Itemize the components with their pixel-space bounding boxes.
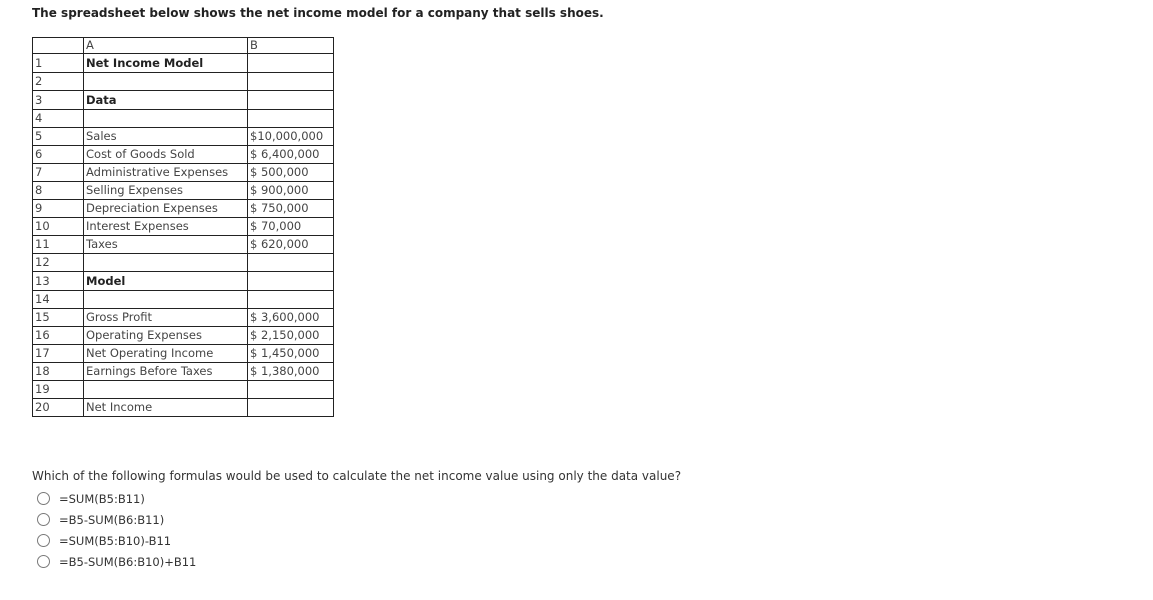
label-cell	[84, 254, 248, 272]
answer-option-label: =B5-SUM(B6:B11)	[59, 512, 165, 527]
column-header-row	[33, 38, 334, 54]
table-row	[33, 91, 334, 110]
table-row	[33, 54, 334, 73]
label-cell: Operating Expenses	[84, 327, 248, 345]
table-row	[33, 309, 334, 327]
value-cell: $ 750,000	[248, 200, 334, 218]
answer-option[interactable]	[37, 488, 196, 509]
row-number-cell: 5	[33, 128, 84, 146]
row-number-cell: 10	[33, 218, 84, 236]
corner-cell	[33, 38, 84, 54]
table-row	[33, 128, 334, 146]
value-cell: $ 620,000	[248, 236, 334, 254]
question-text: Which of the following formulas would be used to calculate the net income value using only the data value?	[32, 469, 682, 483]
table-row	[33, 110, 334, 128]
row-number-cell: 16	[33, 327, 84, 345]
row-number-cell: 1	[33, 54, 84, 73]
row-number-cell: 14	[33, 291, 84, 309]
row-number-cell: 17	[33, 345, 84, 363]
value-cell: $ 1,380,000	[248, 363, 334, 381]
row-number-cell: 13	[33, 272, 84, 291]
label-cell: Depreciation Expenses	[84, 200, 248, 218]
value-cell: $10,000,000	[248, 128, 334, 146]
label-cell	[84, 110, 248, 128]
table-row	[33, 200, 334, 218]
value-cell	[248, 381, 334, 399]
value-cell	[248, 399, 334, 417]
answer-option-label: =SUM(B5:B11)	[59, 491, 145, 506]
label-cell	[84, 381, 248, 399]
value-cell	[248, 91, 334, 110]
row-number-cell: 11	[33, 236, 84, 254]
radio-button[interactable]	[37, 513, 50, 526]
table-row	[33, 254, 334, 272]
answer-option-label: =B5-SUM(B6:B10)+B11	[59, 554, 197, 569]
table-row	[33, 381, 334, 399]
radio-button[interactable]	[37, 492, 50, 505]
value-cell	[248, 110, 334, 128]
table-row	[33, 272, 334, 291]
table-row	[33, 218, 334, 236]
label-cell: Model	[84, 272, 248, 291]
table-row	[33, 73, 334, 91]
radio-button[interactable]	[37, 555, 50, 568]
row-number-cell: 8	[33, 182, 84, 200]
label-cell: Administrative Expenses	[84, 164, 248, 182]
row-number-cell: 4	[33, 110, 84, 128]
label-cell	[84, 291, 248, 309]
table-row	[33, 182, 334, 200]
table-row	[33, 327, 334, 345]
row-number-cell: 6	[33, 146, 84, 164]
row-number-cell: 7	[33, 164, 84, 182]
value-cell	[248, 291, 334, 309]
label-cell: Earnings Before Taxes	[84, 363, 248, 381]
table-row	[33, 146, 334, 164]
spreadsheet-table	[32, 37, 334, 417]
table-row	[33, 236, 334, 254]
label-cell: Interest Expenses	[84, 218, 248, 236]
label-cell: Selling Expenses	[84, 182, 248, 200]
column-header-b: B	[248, 38, 334, 54]
table-row	[33, 291, 334, 309]
row-number-cell: 18	[33, 363, 84, 381]
value-cell: $ 500,000	[248, 164, 334, 182]
row-number-cell: 3	[33, 91, 84, 110]
row-number-cell: 15	[33, 309, 84, 327]
answer-option[interactable]	[37, 530, 196, 551]
label-cell: Gross Profit	[84, 309, 248, 327]
value-cell: $ 1,450,000	[248, 345, 334, 363]
row-number-cell: 12	[33, 254, 84, 272]
value-cell: $ 70,000	[248, 218, 334, 236]
answer-option[interactable]	[37, 551, 196, 572]
answer-option[interactable]	[37, 509, 196, 530]
row-number-cell: 9	[33, 200, 84, 218]
label-cell: Net Operating Income	[84, 345, 248, 363]
label-cell: Net Income Model	[84, 54, 248, 73]
value-cell: $ 3,600,000	[248, 309, 334, 327]
value-cell	[248, 272, 334, 291]
table-row	[33, 363, 334, 381]
answer-option-label: =SUM(B5:B10)-B11	[59, 533, 172, 548]
table-row	[33, 399, 334, 417]
column-header-a: A	[84, 38, 248, 54]
label-cell: Net Income	[84, 399, 248, 417]
value-cell: $ 2,150,000	[248, 327, 334, 345]
label-cell	[84, 73, 248, 91]
value-cell	[248, 73, 334, 91]
value-cell: $ 900,000	[248, 182, 334, 200]
radio-button[interactable]	[37, 534, 50, 547]
table-row	[33, 345, 334, 363]
value-cell: $ 6,400,000	[248, 146, 334, 164]
intro-text: The spreadsheet below shows the net income model for a company that sells shoes.	[32, 6, 604, 20]
row-number-cell: 19	[33, 381, 84, 399]
label-cell: Taxes	[84, 236, 248, 254]
label-cell: Data	[84, 91, 248, 110]
answer-options	[37, 488, 196, 572]
row-number-cell: 2	[33, 73, 84, 91]
value-cell	[248, 254, 334, 272]
label-cell: Cost of Goods Sold	[84, 146, 248, 164]
value-cell	[248, 54, 334, 73]
row-number-cell: 20	[33, 399, 84, 417]
table-row	[33, 164, 334, 182]
label-cell: Sales	[84, 128, 248, 146]
